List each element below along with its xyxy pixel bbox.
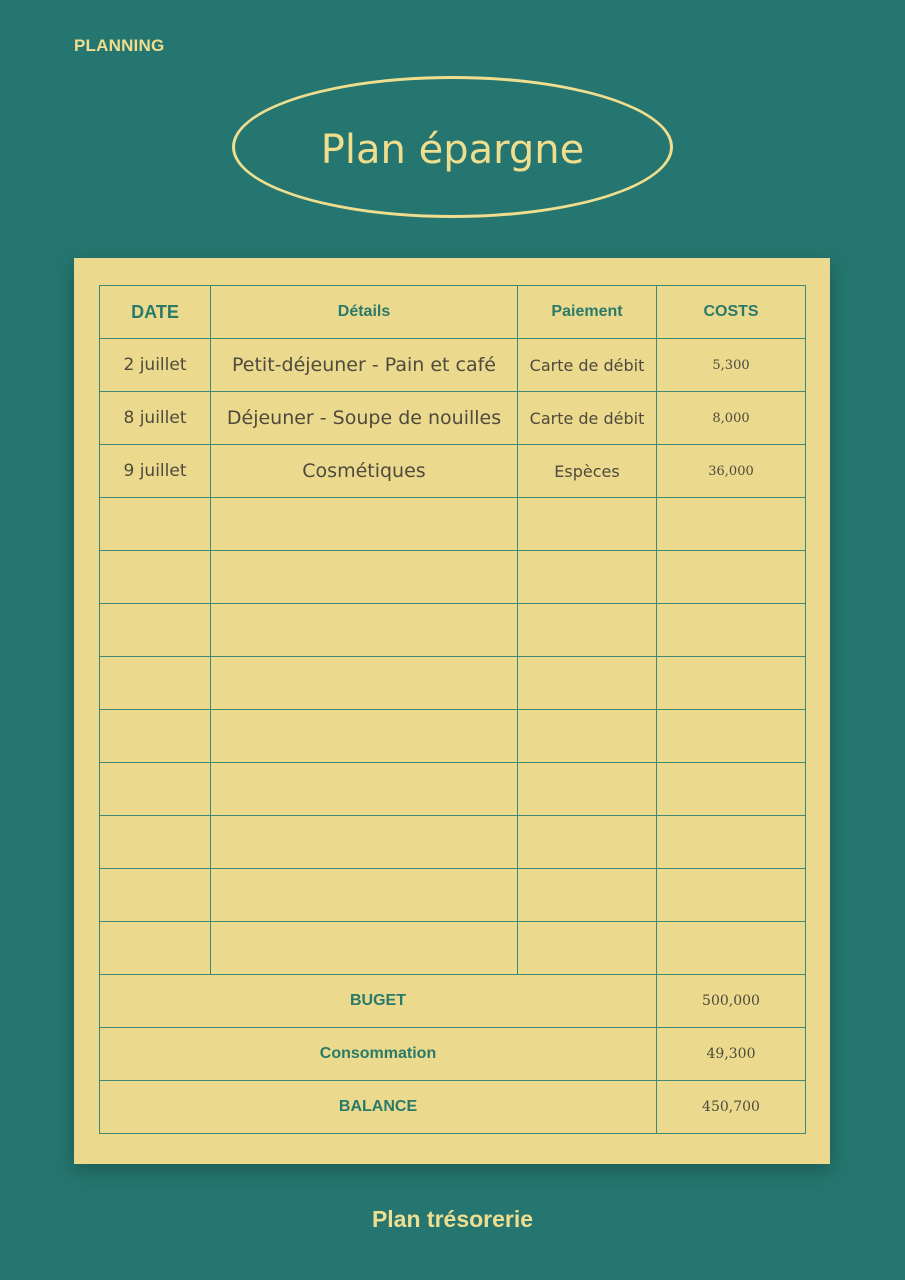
table-header-row	[100, 286, 806, 339]
cell-date	[100, 816, 211, 869]
cell-payment	[518, 763, 657, 816]
table-row	[100, 816, 806, 869]
cell-payment	[518, 922, 657, 975]
summary-row	[100, 975, 806, 1028]
table-row	[100, 763, 806, 816]
expense-table	[99, 285, 806, 1134]
cell-payment	[518, 498, 657, 551]
cell-date	[100, 604, 211, 657]
table-row	[100, 657, 806, 710]
summary-label: Consommation	[100, 1028, 657, 1081]
cell-cost: 5,300	[657, 339, 806, 392]
cell-cost	[657, 763, 806, 816]
cell-date: 8 juillet	[100, 392, 211, 445]
title-oval	[232, 76, 673, 218]
cell-cost	[657, 816, 806, 869]
cell-date	[100, 551, 211, 604]
cell-cost	[657, 604, 806, 657]
cell-details: Déjeuner - Soupe de nouilles	[211, 392, 518, 445]
cell-payment	[518, 869, 657, 922]
cell-payment	[518, 816, 657, 869]
cell-date	[100, 657, 211, 710]
summary-label: BUGET	[100, 975, 657, 1028]
summary-row	[100, 1081, 806, 1134]
summary-value: 450,700	[657, 1081, 806, 1134]
cell-cost	[657, 551, 806, 604]
table-row	[100, 551, 806, 604]
table-body	[100, 339, 806, 975]
cell-cost	[657, 657, 806, 710]
ledger-card	[74, 258, 830, 1164]
table-row	[100, 869, 806, 922]
cell-details	[211, 551, 518, 604]
column-header-costs: COSTS	[657, 286, 806, 339]
table-row	[100, 604, 806, 657]
cell-payment	[518, 710, 657, 763]
cell-date: 2 juillet	[100, 339, 211, 392]
cell-details	[211, 498, 518, 551]
cell-payment: Espèces	[518, 445, 657, 498]
cell-date	[100, 869, 211, 922]
summary-value: 49,300	[657, 1028, 806, 1081]
cell-payment: Carte de débit	[518, 339, 657, 392]
cell-details	[211, 657, 518, 710]
cell-details	[211, 763, 518, 816]
cell-cost: 36,000	[657, 445, 806, 498]
cell-details	[211, 869, 518, 922]
cell-date	[100, 498, 211, 551]
footer-title: Plan trésorerie	[371, 1206, 534, 1232]
summary-body	[100, 975, 806, 1134]
cell-payment	[518, 551, 657, 604]
summary-value: 500,000	[657, 975, 806, 1028]
cell-details	[211, 922, 518, 975]
table-row	[100, 710, 806, 763]
cell-payment	[518, 604, 657, 657]
cell-date: 9 juillet	[100, 445, 211, 498]
table-row	[100, 922, 806, 975]
cell-cost	[657, 498, 806, 551]
column-header-date: DATE	[100, 286, 211, 339]
cell-details: Cosmétiques	[211, 445, 518, 498]
planning-label: PLANNING	[74, 36, 165, 55]
table-row	[100, 392, 806, 445]
cell-details	[211, 816, 518, 869]
summary-label: BALANCE	[100, 1081, 657, 1134]
summary-row	[100, 1028, 806, 1081]
cell-cost	[657, 710, 806, 763]
cell-details	[211, 710, 518, 763]
cell-date	[100, 763, 211, 816]
table-row	[100, 445, 806, 498]
cell-cost	[657, 922, 806, 975]
cell-details	[211, 604, 518, 657]
cell-cost: 8,000	[657, 392, 806, 445]
table-row	[100, 498, 806, 551]
cell-payment: Carte de débit	[518, 392, 657, 445]
cell-date	[100, 710, 211, 763]
page-title: Plan épargne	[320, 127, 585, 173]
column-header-details: Détails	[211, 286, 518, 339]
cell-details: Petit-déjeuner - Pain et café	[211, 339, 518, 392]
column-header-payment: Paiement	[518, 286, 657, 339]
cell-date	[100, 922, 211, 975]
cell-cost	[657, 869, 806, 922]
table-row	[100, 339, 806, 392]
cell-payment	[518, 657, 657, 710]
